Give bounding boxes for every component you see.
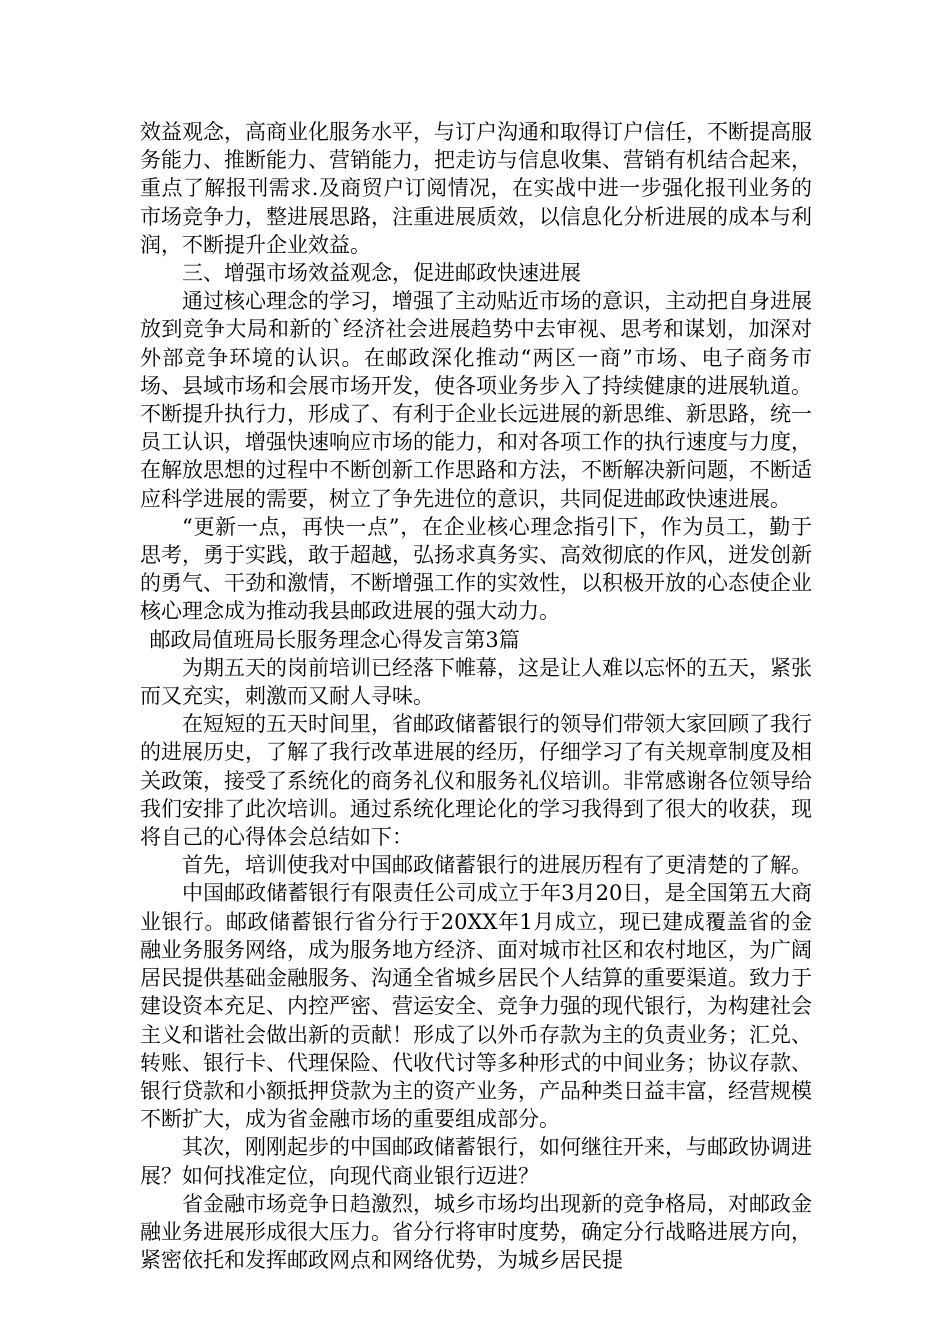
section-heading: 三、增强市场效益观念，促进邮政快速进展 — [182, 261, 581, 286]
document-page — [140, 118, 812, 1274]
paragraph: “更新一点，再快一点”，在企业核心理念指引下，作为员工，勤于思考，勇于实践，敢于超越，弘扬求真务实、高效彻底的作风，迸发创新的勇气、干劲和激情，不断增强工作的实效性，以积极开放的心态使企业核心理念成为推动我县邮政进展的强大动力。 — [140, 514, 812, 624]
paragraph-continuation: 效益观念，高商业化服务水平，与订户沟通和取得订户信任，不断提高服务能力、推断能力、营销能力，把走访与信息收集、营销有机结合起来，重点了解报刊需求.及商贸户订阅情况，在实战中进一步强化报刊业务的市场竞争力，整进展思路，注重进展质效，以信息化分析进展的成本与利润，不断提升企业效益。 — [140, 120, 812, 257]
article-title: 邮政局值班局长服务理念心得发言第3篇 — [149, 627, 520, 652]
paragraph: 省金融市场竞争日趋激烈，城乡市场均出现新的竞争格局，对邮政金融业务进展形成很大压力。省分行将审时度势，确定分行战略进展方向，紧密依托和发挥邮政网点和网络优势，为城乡居民提 — [140, 1191, 812, 1273]
paragraph: 在短短的五天时间里，省邮政储蓄银行的领导们带领大家回顾了我行的进展历史，了解了我行改革进展的经历，仔细学习了有关规章制度及相关政策，接受了系统化的商务礼仪和服务礼仪培训。非常感谢各位领导给我们安排了此次培训。通过系统化理论化的学习我得到了很大的收获，现将自己的心得体会总结如下： — [140, 712, 812, 850]
paragraph: 通过核心理念的学习，增强了主动贴近市场的意识，主动把自身进展放到竞争大局和新的`经济社会进展趋势中去审视、思考和谋划，加深对外部竞争环境的认识。在邮政深化推动“两区一商”市场、电子商务市场、县域市场和会展市场开发，使各项业务步入了持续健康的进展轨道。不断提升执行力，形成了、有利于企业长远进展的新思维、新思路，统一员工认识，增强快速响应市场的能力，和对各项工作的执行速度与力度，在解放思想的过程中不断创新工作思路和方法，不断解决新问题，不断适应科学进展的需要，树立了争先进位的意识，共同促进邮政快速进展。 — [140, 289, 812, 511]
paragraph: 为期五天的岗前培训已经落下帷幕，这是让人难以忘怀的五天，紧张而又充实，刺激而又耐人寻味。 — [140, 655, 812, 709]
paragraph: 其次，刚刚起步的中国邮政储蓄银行，如何继往开来，与邮政协调进展？如何找准定位，向现代商业银行迈进？ — [140, 1135, 812, 1188]
paragraph: 中国邮政储蓄银行有限责任公司成立于年3月20日，是全国第五大商业银行。邮政储蓄银行省分行于20XX年1月成立，现已建成覆盖省的金融业务服务网络，成为服务地方经济、面对城市社区和农村地区，为广阔居民提供基础金融服务、沟通全省城乡居民个人结算的重要渠道。致力于建设资本充足、内控严密、营运安全、竞争力强的现代银行，为构建社会主义和谐社会做出新的贡献！形成了以外币存款为主的负责业务；汇兑、转账、银行卡、代理保险、代收代讨等多种形式的中间业务；协议存款、银行贷款和小额抵押贷款为主的资产业务，产品种类日益丰富，经营规模不断扩大，成为省金融市场的重要组成部分。 — [140, 881, 812, 1132]
paragraph: 首先，培训使我对中国邮政储蓄银行的进展历程有了更清楚的了解。 — [182, 853, 812, 878]
